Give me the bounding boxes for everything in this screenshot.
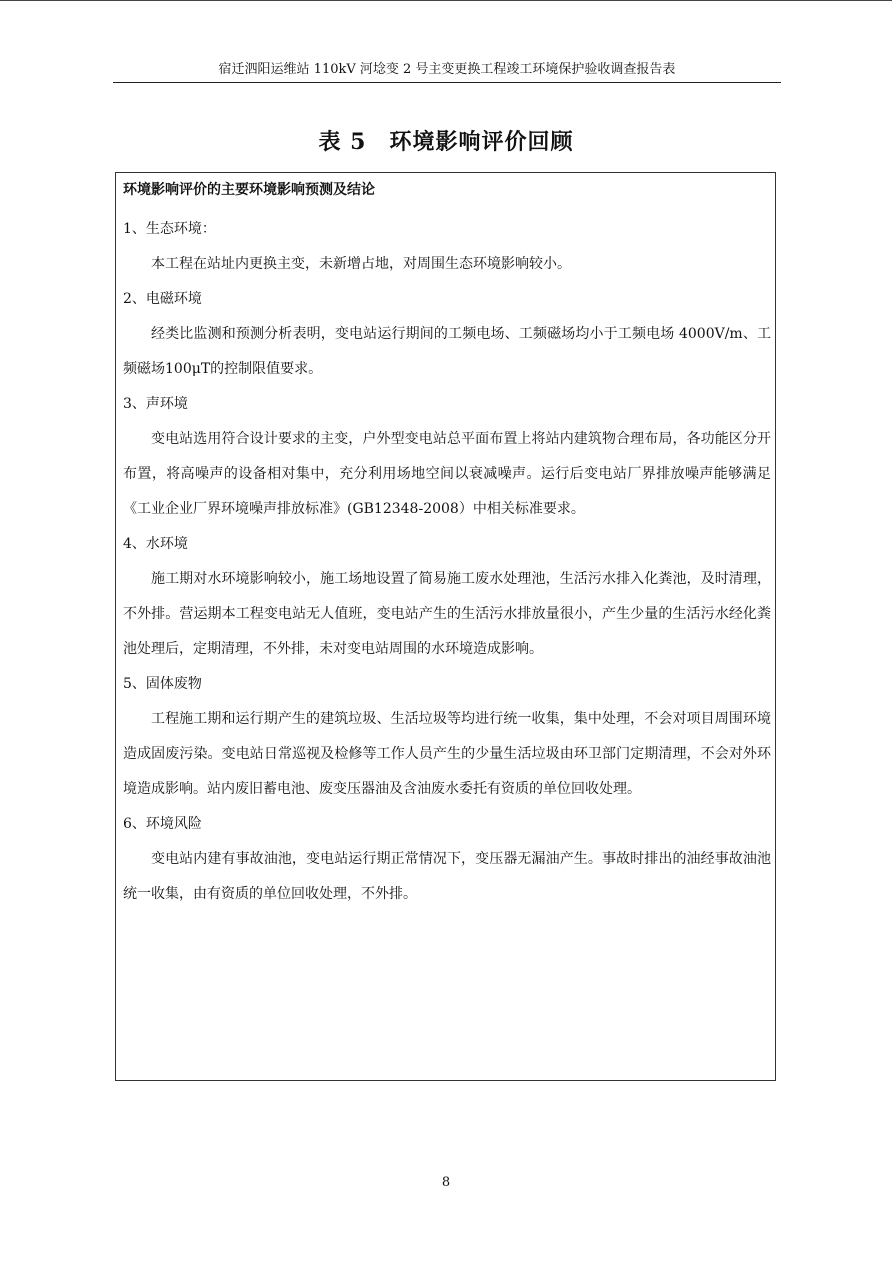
section-body-ecology: 本工程在站址内更换主变，未新增占地，对周围生态环境影响较小。 <box>151 256 571 272</box>
running-header: 宿迁泗阳运维站 110kV 河埝变 2 号主变更换工程竣工环境保护验收调查报告表 <box>113 60 781 83</box>
section-title-solid-waste: 5、固体废物 <box>123 676 202 692</box>
table-content <box>123 212 771 912</box>
section-title-water: 4、水环境 <box>123 536 188 552</box>
table-heading: 环境影响评价的主要环境影响预测及结论 <box>123 182 375 198</box>
review-table <box>115 172 776 1081</box>
section-title-noise: 3、声环境 <box>123 396 188 412</box>
section-body-risk: 变电站内建有事故油池，变电站运行期正常情况下，变压器无漏油产生。事故时排出的油经事故油池统一收集，由有资质的单位回收处理，不外排。 <box>123 851 771 902</box>
page-title: 表 5 环境影响评价回顾 <box>318 129 574 155</box>
section-body-water: 施工期对水环境影响较小，施工场地设置了简易施工废水处理池，生活污水排入化粪池，及时清理，不外排。营运期本工程变电站无人值班，变电站产生的生活污水排放量很小，产生少量的生活污水经化粪池处理后，定期清理，不外排，未对变电站周围的水环境造成影响。 <box>123 571 771 657</box>
section-title-ecology: 1、生态环境： <box>123 221 216 237</box>
section-body-solid-waste: 工程施工期和运行期产生的建筑垃圾、生活垃圾等均进行统一收集，集中处理，不会对项目周围环境造成固废污染。变电站日常巡视及检修等工作人员产生的少量生活垃圾由环卫部门定期清理，不会对外环境造成影响。站内废旧蓄电池、废变压器油及含油废水委托有资质的单位回收处理。 <box>123 711 771 797</box>
section-body-noise: 变电站选用符合设计要求的主变，户外型变电站总平面布置上将站内建筑物合理布局，各功能区分开布置，将高噪声的设备相对集中，充分利用场地空间以衰减噪声。运行后变电站厂界排放噪声能够满足《工业企业厂界环境噪声排放标准》(GB12348-2008）中相关标准要求。 <box>123 431 771 517</box>
section-title-electromagnetic: 2、电磁环境 <box>123 291 202 307</box>
section-title-risk: 6、环境风险 <box>123 816 202 832</box>
section-body-electromagnetic: 经类比监测和预测分析表明，变电站运行期间的工频电场、工频磁场均小于工频电场 4000V/m、工频磁场100μT的控制限值要求。 <box>123 326 771 377</box>
page-top-border <box>0 0 892 1</box>
page-number: 8 <box>441 1175 451 1190</box>
